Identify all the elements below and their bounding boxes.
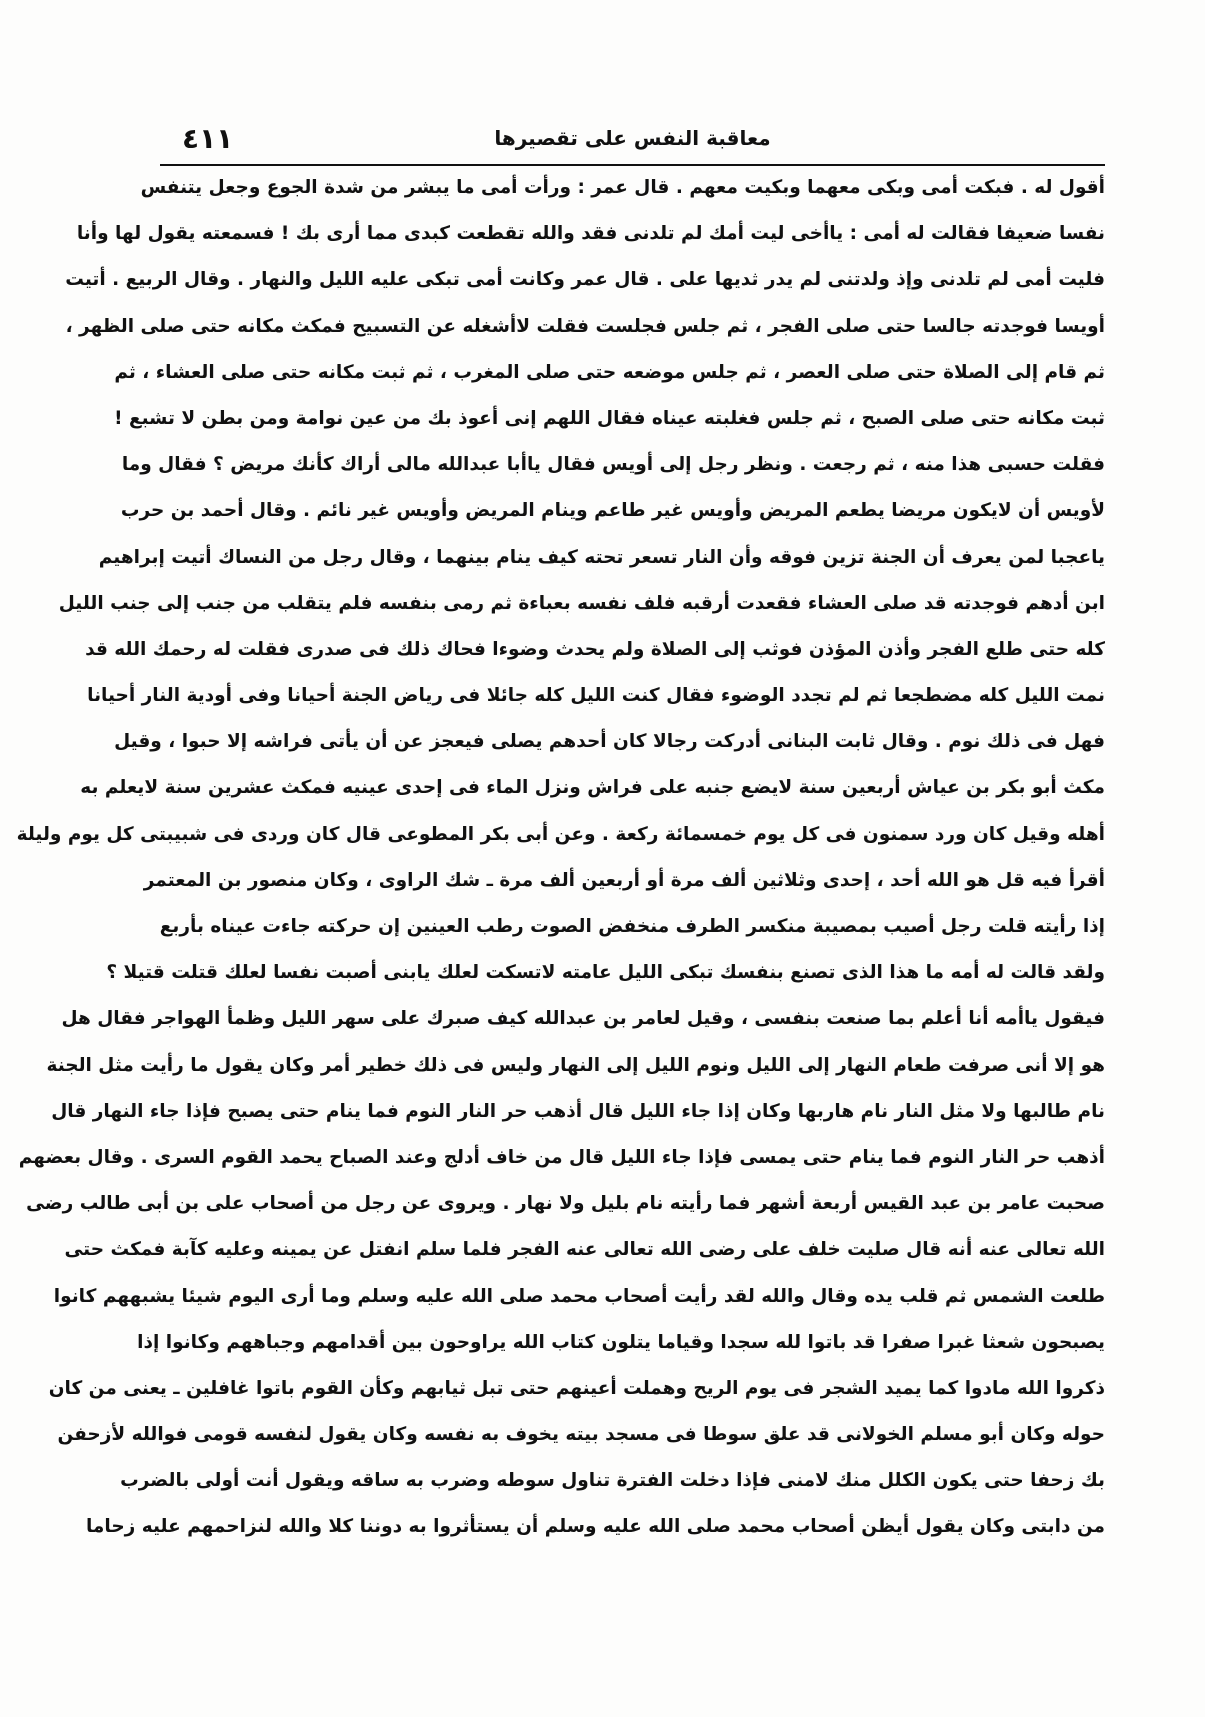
text-line: أويسا فوجدته جالسا حتى صلى الفجر ، ثم جلس فجلست فقلت لاأشغله عن التسبيح فمكث مكانه حتى صلى الظهر ، [65, 315, 1105, 337]
text-line: ولقد قالت له أمه ما هذا الذى تصنع بنفسك تبكى الليل عامته لاتسكت لعلك يابنى أصبت نفسا لعلك قتلت قتيلا ؟ [106, 962, 1105, 984]
text-line: نام طالبها ولا مثل النار نام هاربها وكان إذا جاء الليل قال أذهب حر النار النوم فما ينام حتى يصبح فإذا جاء النهار قال [51, 1100, 1105, 1122]
text-line: فقلت حسبى هذا منه ، ثم رجعت . ونظر رجل إلى أويس فقال ياأبا عبدالله مالى أراك كأنك مريض ؟ فقال وما [121, 454, 1105, 476]
text-line: بك زحفا حتى يكون الكلل منك لامنى فإذا دخلت الفترة تناول سوطه وضرب به ساقه ويقول أنت أولى بالضرب [120, 1470, 1105, 1492]
body-text [16, 168, 1105, 1554]
text-line: ثبت مكانه حتى صلى الصبح ، ثم جلس فغلبته عيناه فقال اللهم إنى أعوذ بك من عين نوامة ومن بطن لا تشبع ! [114, 407, 1105, 429]
text-line: الله تعالى عنه أنه قال صليت خلف على رضى الله تعالى عنه الفجر فلما سلم انفتل عن يمينه وعليه كآبة فمكث حتى [64, 1239, 1105, 1261]
text-line: نمت الليل كله مضطجعا ثم لم تجدد الوضوء فقال كنت الليل كله جائلا فى رياض الجنة أحيانا وفى أودية النار أحيانا [87, 685, 1105, 707]
text-line: من دابتى وكان يقول أيظن أصحاب محمد صلى الله عليه وسلم أن يستأثروا به دوننا كلا والله لنزاحمهم عليه زحاما [85, 1516, 1105, 1538]
text-line: أقرأ فيه قل هو الله أحد ، إحدى وثلاثين ألف مرة أو أربعين ألف مرة ـ شك الراوى ، وكان منصور بن المعتمر [143, 869, 1105, 891]
text-line: ابن أدهم فوجدته قد صلى العشاء فقعدت أرقبه فلف نفسه بعباءة ثم رمى بنفسه فلم يتقلب من جنب إلى جنب الليل [58, 592, 1105, 614]
text-line: إذا رأيته قلت رجل أصيب بمصيبة منكسر الطرف منخفض الصوت رطب العينين إن حركته جاءت عيناه بأربع [159, 916, 1105, 937]
text-line: نفسا ضعيفا فقالت له أمى : ياأخى ليت أمك لم تلدنى فقد والله تقطعت كبدى مما أرى بك ! فسمعته يقول لها وأنا [76, 223, 1105, 245]
text-line: مكث أبو بكر بن عياش أربعين سنة لايضع جنبه على فراش ونزل الماء فى إحدى عينيه فمكث عشرين سنة لايعلم به [80, 777, 1105, 799]
text-line: ثم قام إلى الصلاة حتى صلى العصر ، ثم جلس موضعه حتى صلى المغرب ، ثم ثبت مكانه حتى صلى العشاء ، ثم [114, 361, 1105, 383]
text-line: لأويس أن لايكون مريضا يطعم المريض وأويس غير طاعم وينام المريض وأويس غير نائم . وقال أحمد بن حرب [120, 500, 1105, 522]
page-number: ٤١١ [182, 122, 234, 155]
text-line: ياعجبا لمن يعرف أن الجنة تزين فوقه وأن النار تسعر تحته كيف ينام بينهما ، وقال رجل من النساك أتيت إبراهيم [98, 546, 1105, 568]
text-line: ذكروا الله مادوا كما يميد الشجر فى يوم الريح وهملت أعينهم حتى تبل ثيابهم وكأن القوم باتوا غافلين ـ يعنى من كان [48, 1377, 1105, 1399]
text-line: أذهب حر النار النوم فما ينام حتى يمسى فإذا جاء الليل قال من خاف أدلج وعند الصباح يحمد القوم السرى . وقال بعضهم [18, 1146, 1105, 1168]
text-line: طلعت الشمس ثم قلب يده وقال والله لقد رأيت أصحاب محمد صلى الله عليه وسلم وما أرى اليوم شيئا يشبههم كانوا [53, 1285, 1105, 1307]
header-rule [160, 164, 1105, 166]
text-line: فهل فى ذلك نوم . وقال ثابت البنانى أدركت رجالا كان أحدهم يصلى فيعجز عن أن يأتى فراشه إلا حبوا ، وقيل [114, 731, 1105, 753]
text-line: فيقول ياأمه أنا أعلم بما صنعت بنفسى ، وقيل لعامر بن عبدالله كيف صبرك على سهر الليل وظمأ الهواجر فقال هل [61, 1008, 1105, 1030]
text-line: كله حتى طلع الفجر وأذن المؤذن فوثب إلى الصلاة ولم يحدث وضوءا فحاك ذلك فى صدرى فقلت له رحمك الله قد [85, 638, 1105, 660]
text-line: صحبت عامر بن عبد القيس أربعة أشهر فما رأيته نام بليل ولا نهار . ويروى عن رجل من أصحاب على بن أبى طالب رضى [26, 1193, 1105, 1215]
text-line: أقول له . فبكت أمى وبكى معهما وبكيت معهم . قال عمر : ورأت أمى ما يبشر من شدة الجوع وجعل يتنفس [140, 177, 1105, 198]
text-line: حوله وكان أبو مسلم الخولانى قد علق سوطا فى مسجد بيته يخوف به نفسه وكان يقول لنفسه قومى فوالله لأزحفن [57, 1424, 1105, 1446]
text-line: يصبحون شعثا غبرا صفرا قد باتوا لله سجدا وقياما يتلون كتاب الله يراوحون بين أقدامهم وجباههم وكانوا إذا [137, 1331, 1105, 1353]
text-line: فليت أمى لم تلدنى وإذ ولدتنى لم يدر ثديها على . قال عمر وكانت أمى تبكى عليه الليل والنهار . وقال الربيع . أتيت [65, 269, 1105, 291]
text-line: أهله وقيل كان ورد سمنون فى كل يوم خمسمائة ركعة . وعن أبى بكر المطوعى قال كان وردى فى شبيبتى كل يوم وليلة [16, 823, 1105, 845]
running-title: معاقبة النفس على تقصيرها [494, 126, 771, 150]
text-line: هو إلا أنى صرفت طعام النهار إلى الليل ونوم الليل إلى النهار وليس فى ذلك خطير أمر وكان يقول ما رأيت مثل الجنة [46, 1054, 1105, 1076]
page-header [160, 118, 1105, 162]
